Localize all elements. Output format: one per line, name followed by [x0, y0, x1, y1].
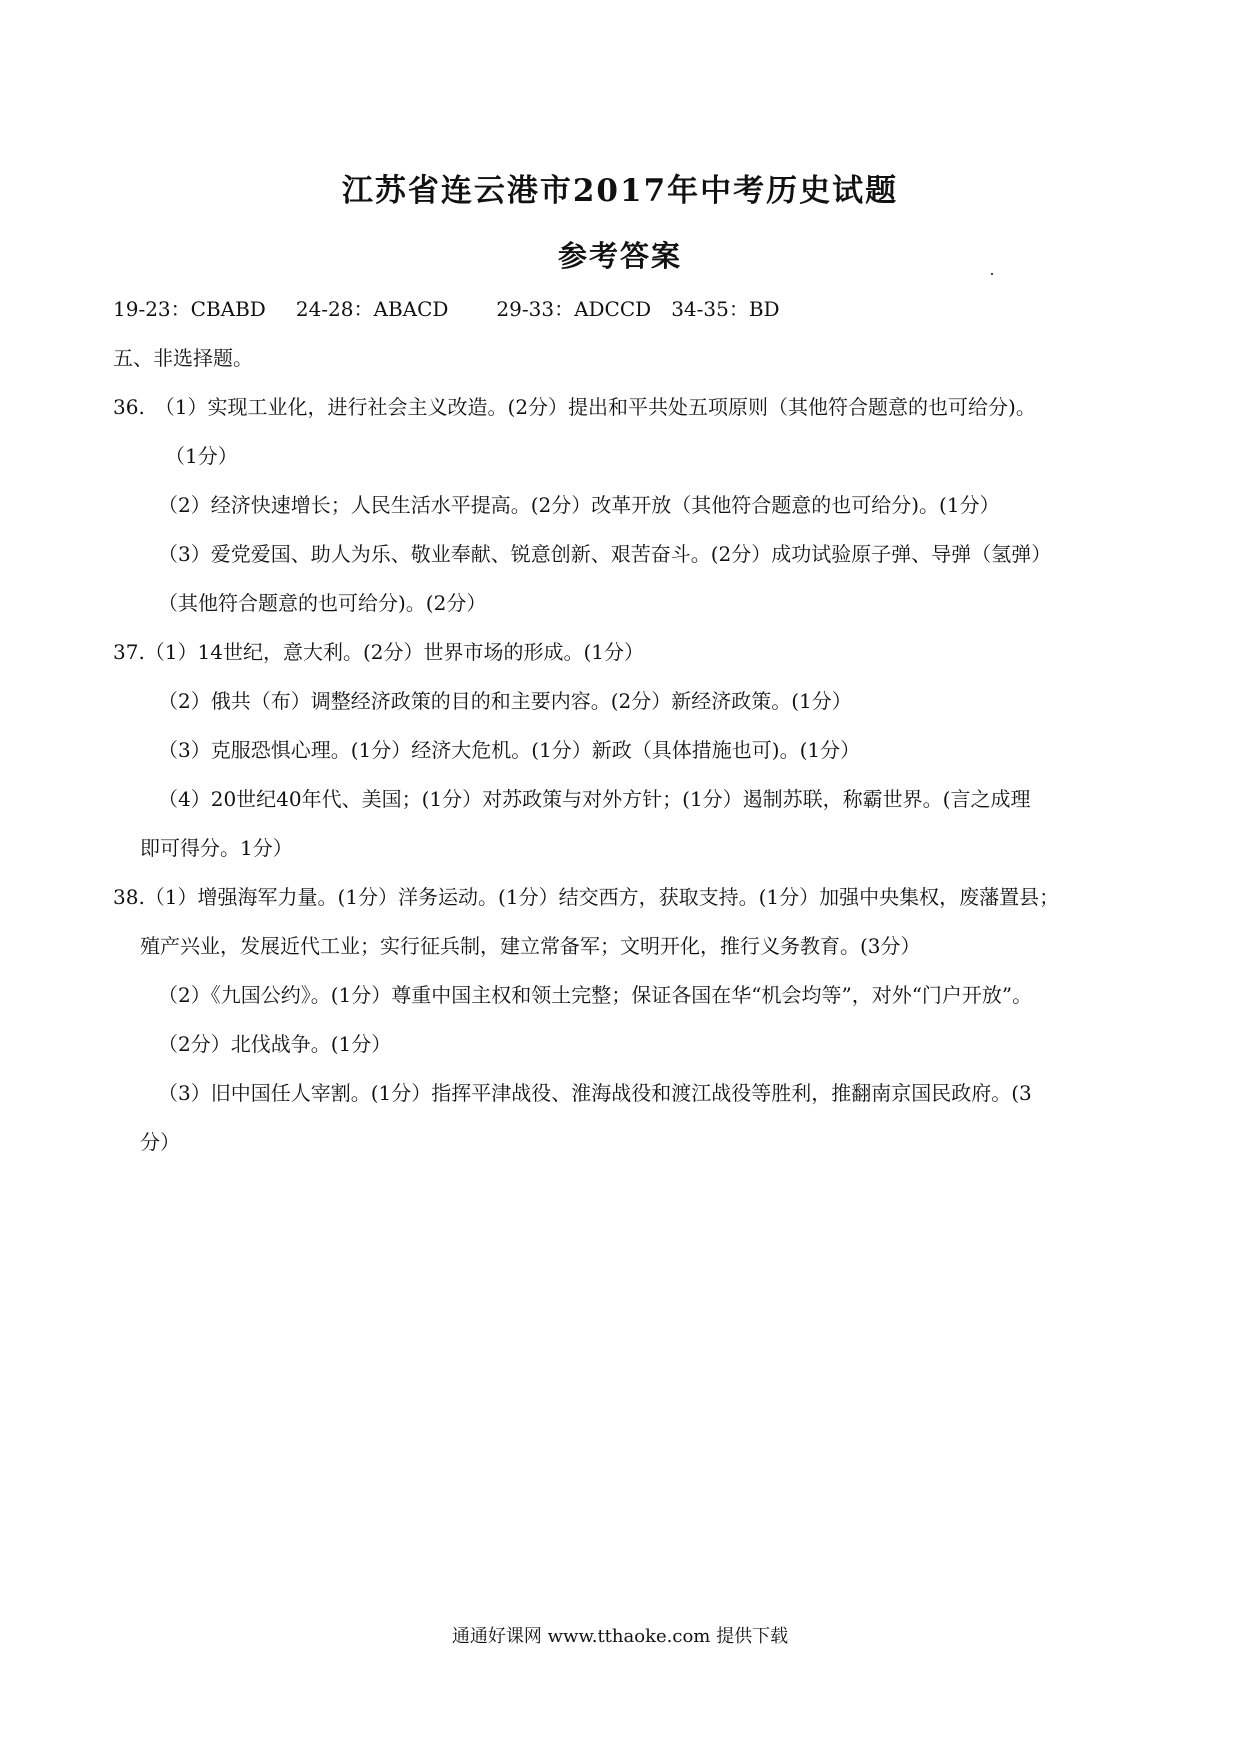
- mcq-group-1: 19-23：CBABD: [113, 297, 266, 321]
- q38-part3-cont: 分）: [140, 1130, 180, 1154]
- q37-part1: 37.（1）14世纪，意大利。(2分）世界市场的形成。(1分）: [113, 640, 645, 664]
- footer-source: 通通好课网 www.tthaoke.com 提供下载: [451, 1626, 789, 1647]
- q38-part2-cont: （2分）北伐战争。(1分）: [158, 1032, 392, 1056]
- answer-content: [113, 285, 1133, 1167]
- mcq-group-4: 34-35：BD: [671, 297, 780, 321]
- scan-speck: [991, 273, 993, 275]
- q38-part2: （2）《九国公约》。(1分）尊重中国主权和领土完整；保证各国在华“机会均等”，对外“门户开放”。: [158, 983, 1033, 1007]
- q36-part1-cont: （1分）: [165, 444, 238, 468]
- q36-part3-cont: （其他符合题意的也可给分)。(2分）: [158, 591, 487, 615]
- q37-part2: （2）俄共（布）调整经济政策的目的和主要内容。(2分）新经济政策。(1分）: [158, 689, 852, 713]
- page-title: 江苏省连云港市2017年中考历史试题: [341, 173, 899, 209]
- q36-part2: （2）经济快速增长；人民生活水平提高。(2分）改革开放（其他符合题意的也可给分)。(1分）: [158, 493, 1000, 517]
- mcq-answers: [113, 285, 1133, 334]
- q38-part1-cont: 殖产兴业，发展近代工业；实行征兵制，建立常备军；文明开化，推行义务教育。(3分）: [140, 934, 921, 958]
- q36-part1: 36. （1）实现工业化，进行社会主义改造。(2分）提出和平共处五项原则（其他符合题意的也可给分)。: [113, 395, 1036, 419]
- q38-part3: （3）旧中国任人宰割。(1分）指挥平津战役、淮海战役和渡江战役等胜利，推翻南京国民政府。(3: [158, 1081, 1032, 1105]
- q37-part3: （3）克服恐惧心理。(1分）经济大危机。(1分）新政（具体措施也可)。(1分）: [158, 738, 861, 762]
- q36-part3: （3）爱党爱国、助人为乐、敬业奉献、锐意创新、艰苦奋斗。(2分）成功试验原子弹、导弹（氢弹）: [158, 542, 1052, 566]
- mcq-group-2: 24-28：ABACD: [295, 297, 449, 321]
- mcq-group-3: 29-33：ADCCD: [496, 297, 652, 321]
- section-heading: 五、非选择题。: [113, 346, 253, 370]
- q37-part4-cont: 即可得分。1分）: [140, 836, 293, 860]
- page-subtitle: 参考答案: [557, 239, 682, 273]
- q37-part4: （4）20世纪40年代、美国；(1分）对苏政策与对外方针；(1分）遏制苏联，称霸世界。(言之成理: [158, 787, 1031, 811]
- q38-part1: 38.（1）增强海军力量。(1分）洋务运动。(1分）结交西方，获取支持。(1分）加强中央集权，废藩置县；: [113, 885, 1060, 909]
